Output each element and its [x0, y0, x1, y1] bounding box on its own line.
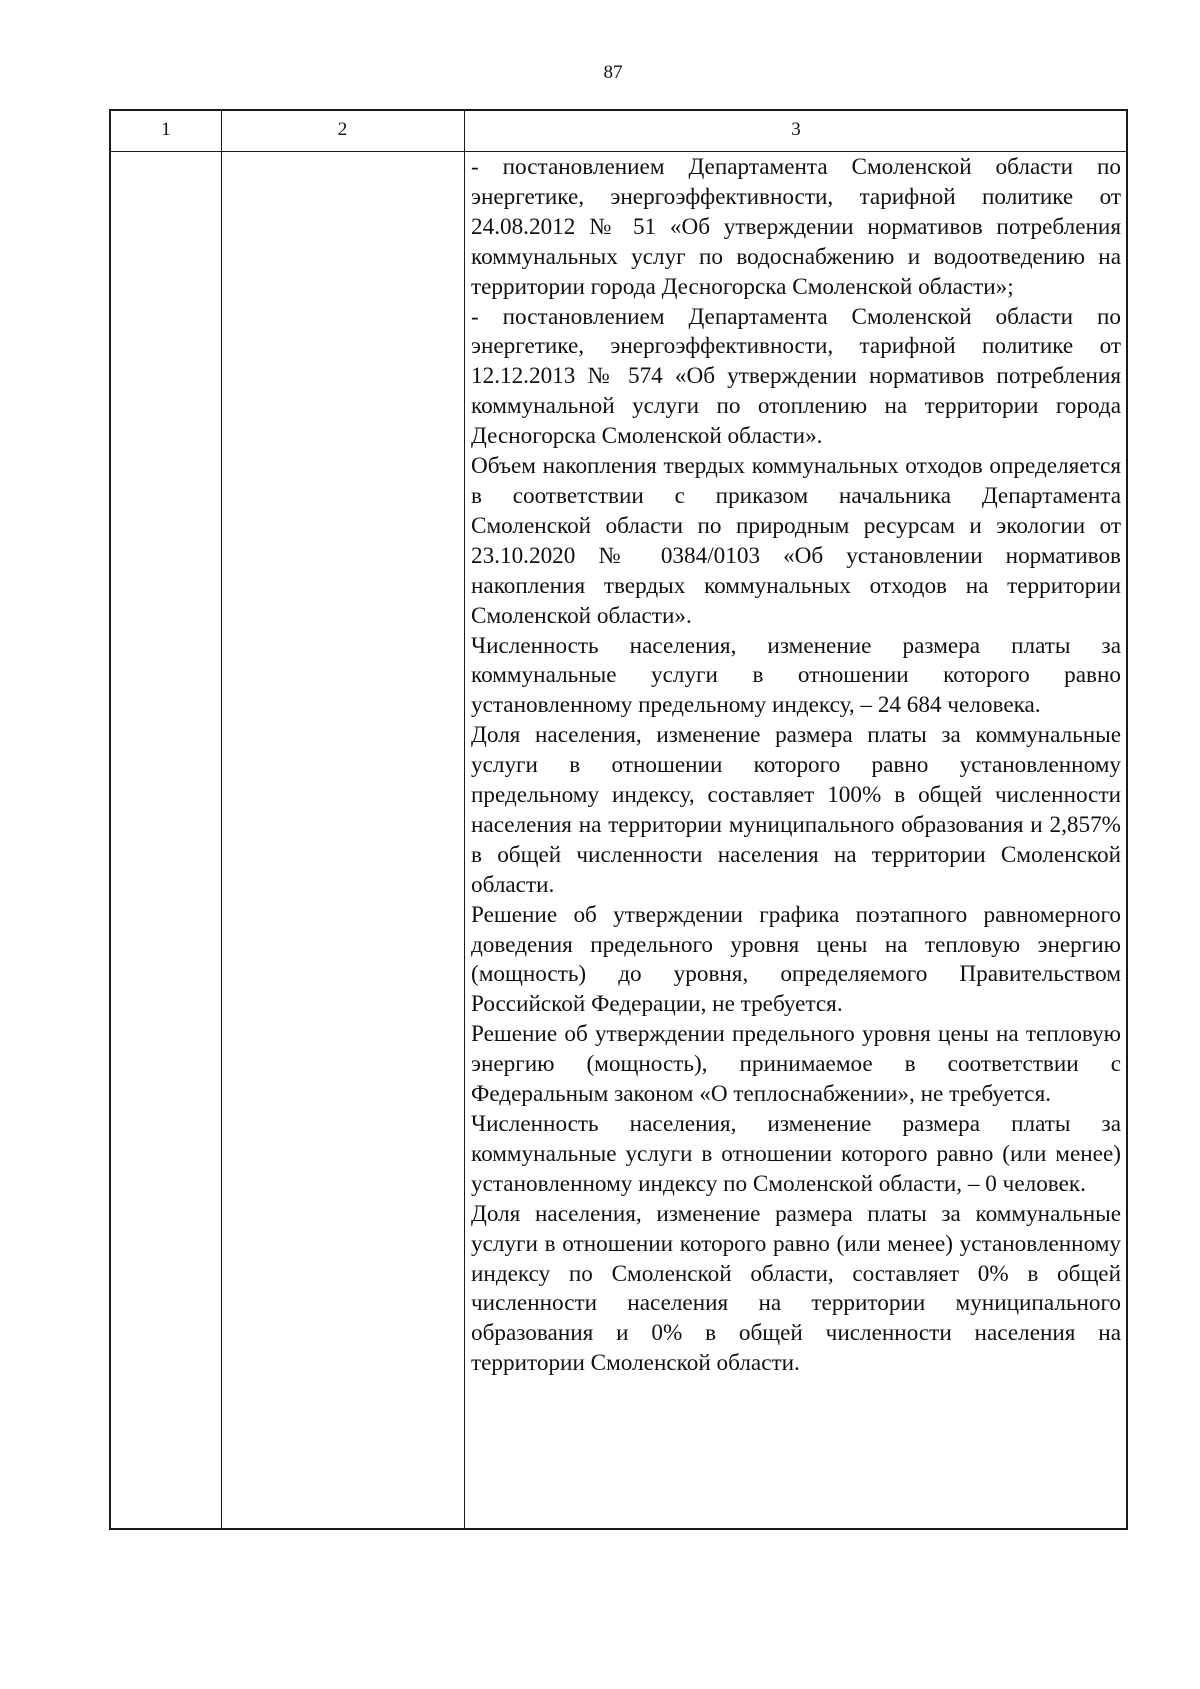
column-header-1: 1: [161, 119, 171, 140]
paragraph: Доля населения, изменение размера платы за коммунальные услуги в отношении которого равно установленному предельному индексу, составляет 100% в общей численности населения на территории муниципального образования и 2,857% в общей численности населения на территории Смоленской области.: [471, 722, 1121, 898]
column-header-3: 3: [791, 119, 801, 140]
column-divider-2: [464, 111, 465, 1528]
paragraph: Решение об утверждении предельного уровня цены на тепловую энергию (мощность), принимаемое в соответствии с Федеральным законом «О теплоснабжении», не требуется.: [471, 1021, 1121, 1108]
page-number: 87: [603, 62, 623, 83]
paragraph: - постановлением Департамента Смоленской области по энергетике, энергоэффективности, тарифной политике от 24.08.2012 № 51 «Об утверждении нормативов потребления коммунальных услуг по водоснабжению и водоотведению на территории города Десногорска Смоленской области»;: [471, 154, 1121, 300]
paragraph: Численность населения, изменение размера платы за коммунальные услуги в отношении которого равно установленному предельному индексу, – 24 684 человека.: [471, 632, 1121, 719]
paragraph: Объем накопления твердых коммунальных отходов определяется в соответствии с приказом начальника Департамента Смоленской области по природным ресурсам и экологии от 23.10.2020 № 0384/0103 «Об установлении нормативов накопления твердых коммунальных отходов на территории Смоленской области».: [471, 453, 1121, 629]
paragraph: Решение об утверждении графика поэтапного равномерного доведения предельного уровня цены на тепловую энергию (мощность) до уровня, определяемого Правительством Российской Федерации, не требуется.: [471, 901, 1121, 1018]
paragraph: Доля населения, изменение размера платы за коммунальные услуги в отношении которого равно (или менее) установленному индексу по Смоленской области, составляет 0% в общей численности населения на территории муниципального образования и 0% в общей численности населения на территории Смоленской области.: [471, 1200, 1121, 1377]
header-divider: [111, 151, 1126, 152]
column-header-2: 2: [337, 119, 348, 140]
paragraph: - постановлением Департамента Смоленской области по энергетике, энергоэффективности, тарифной политике от 12.12.2013 № 574 «Об утверждении нормативов потребления коммунальной услуги по отоплению на территории города Десногорска Смоленской области».: [471, 303, 1121, 450]
document-table: [109, 109, 1128, 1530]
paragraph: Численность населения, изменение размера платы за коммунальные услуги в отношении которого равно (или менее) установленному индексу по Смоленской области, – 0 человек.: [471, 1111, 1121, 1197]
column-3-content: [467, 153, 1121, 1379]
column-divider-1: [221, 111, 222, 1528]
